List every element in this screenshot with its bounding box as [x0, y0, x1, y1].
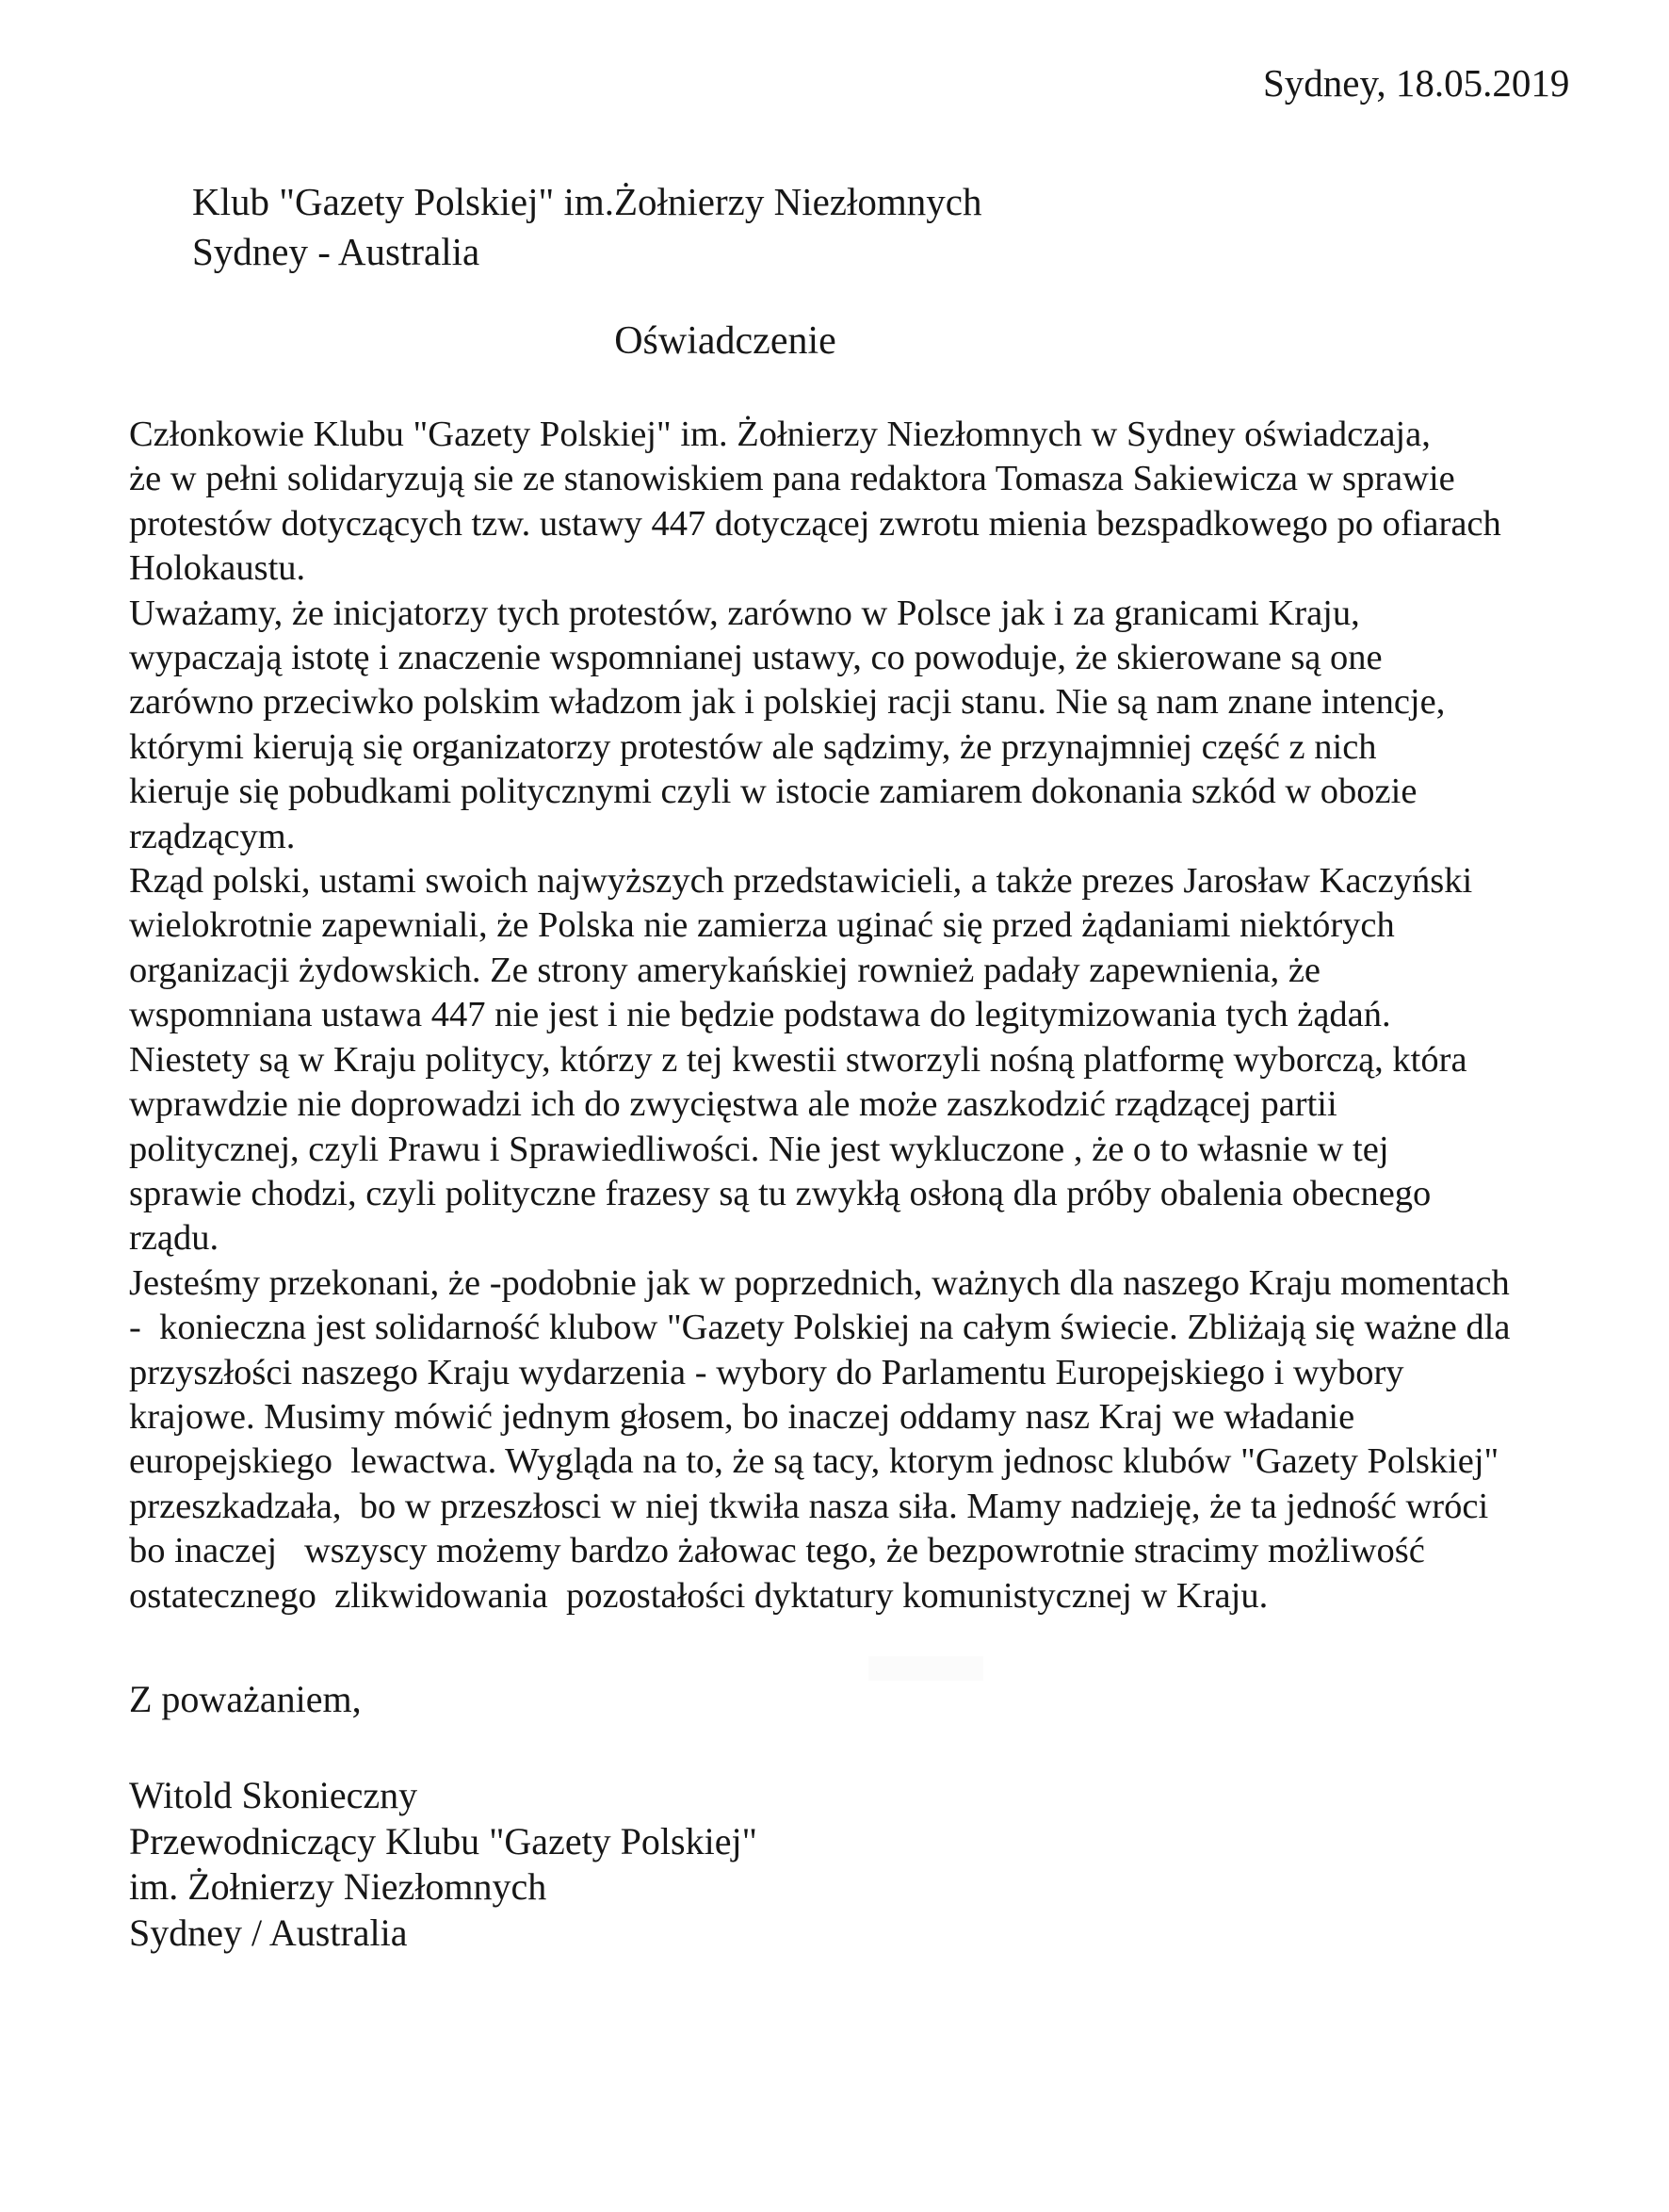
body-line: bo inaczej wszyscy możemy bardzo żałowac tego, że bezpowrotnie stracimy możliwość	[129, 1531, 1425, 1571]
body-line: Holokaustu.	[129, 548, 306, 589]
body-line: Niestety są w Kraju politycy, którzy z tej kwestii stworzyli nośną platformę wyborczą, która	[129, 1039, 1467, 1080]
signature-line: im. Żołnierzy Niezłomnych	[129, 1865, 547, 1908]
body-line: wprawdzie nie doprowadzi ich do zwycięstwa ale może zaszkodzić rządzącej partii	[129, 1084, 1337, 1125]
body-line: zarówno przeciwko polskim władzom jak i polskiej racji stanu. Nie są nam znane intencje,	[129, 682, 1446, 723]
body-line: kieruje się pobudkami politycznymi czyli w istocie zamiarem dokonania szkód w obozie	[129, 772, 1418, 812]
body-line: rządu.	[129, 1218, 219, 1259]
body-line: - konieczna jest solidarność klubow "Gazety Polskiej na całym świecie. Zbliżają się ważne dla	[129, 1308, 1511, 1348]
body-line: protestów dotyczących tzw. ustawy 447 dotyczącej zwrotu mienia bezspadkowego po ofiarach	[129, 503, 1501, 544]
signature-line: Sydney / Australia	[129, 1911, 408, 1954]
signature-line: Witold Skonieczny	[129, 1774, 418, 1816]
body-line: krajowe. Musimy mówić jednym głosem, bo inaczej oddamy nasz Kraj we władanie	[129, 1396, 1355, 1437]
body-line: przeszkadzała, bo w przeszłosci w niej tkwiła nasza siła. Mamy nadzieję, że ta jedność wróci	[129, 1486, 1489, 1526]
sender-block	[192, 177, 981, 277]
letter-title: Oświadczenie	[614, 319, 836, 363]
sender-organization: Klub "Gazety Polskiej" im.Żołnierzy Niezłomnych	[192, 180, 982, 223]
body-line: Członkowie Klubu "Gazety Polskiej" im. Żołnierzy Niezłomnych w Sydney oświadczaja,	[129, 415, 1431, 454]
body-line: Uważamy, że inicjatorzy tych protestów, zarówno w Polsce jak i za granicami Kraju,	[129, 593, 1360, 633]
letter-date: Sydney, 18.05.2019	[1263, 61, 1570, 105]
body-line: że w pełni solidaryzują sie ze stanowiskiem pana redaktora Tomasza Sakiewicza w sprawie	[129, 459, 1455, 499]
body-line: organizacji żydowskich. Ze strony amerykańskiej rownież padały zapewnienia, że	[129, 950, 1321, 990]
body-line: ostatecznego zlikwidowania pozostałości dyktatury komunistycznej w Kraju.	[129, 1575, 1269, 1616]
body-line: Jesteśmy przekonani, że -podobnie jak w poprzednich, ważnych dla naszego Kraju momentach	[129, 1262, 1510, 1303]
scan-artifact	[868, 1656, 983, 1681]
letter-body	[129, 413, 1627, 1618]
body-line: wspomniana ustawa 447 nie jest i nie będzie podstawa do legitymizowania tych żądań.	[129, 995, 1391, 1035]
body-line: Rząd polski, ustami swoich najwyższych przedstawicieli, a także prezes Jarosław Kaczyński	[129, 861, 1473, 902]
closing-salutation: Z poważaniem,	[129, 1678, 362, 1720]
signature-line: Przewodniczący Klubu "Gazety Polskiej"	[129, 1819, 757, 1862]
body-line: rządzącym.	[129, 816, 296, 856]
body-line: politycznej, czyli Prawu i Sprawiedliwości. Nie jest wykluczone , że o to własnie w tej	[129, 1129, 1389, 1169]
body-line: wypaczają istotę i znaczenie wspomnianej ustawy, co powoduje, że skierowane są one	[129, 638, 1383, 678]
sender-location: Sydney - Australia	[192, 230, 480, 273]
body-line: którymi kierują się organizatorzy protestów ale sądzimy, że przynajmniej część z nich	[129, 726, 1377, 767]
body-line: europejskiego lewactwa. Wygląda na to, że są tacy, ktorym jednosc klubów "Gazety Polskiej"	[129, 1441, 1499, 1482]
body-line: wielokrotnie zapewniali, że Polska nie zamierza uginać się przed żądaniami niektórych	[129, 905, 1395, 946]
body-line: sprawie chodzi, czyli polityczne frazesy są tu zwykłą osłoną dla próby obalenia obecnego	[129, 1173, 1432, 1213]
signature-block	[129, 1773, 757, 1956]
body-line: przyszłości naszego Kraju wydarzenia - wybory do Parlamentu Europejskiego i wybory	[129, 1352, 1404, 1392]
